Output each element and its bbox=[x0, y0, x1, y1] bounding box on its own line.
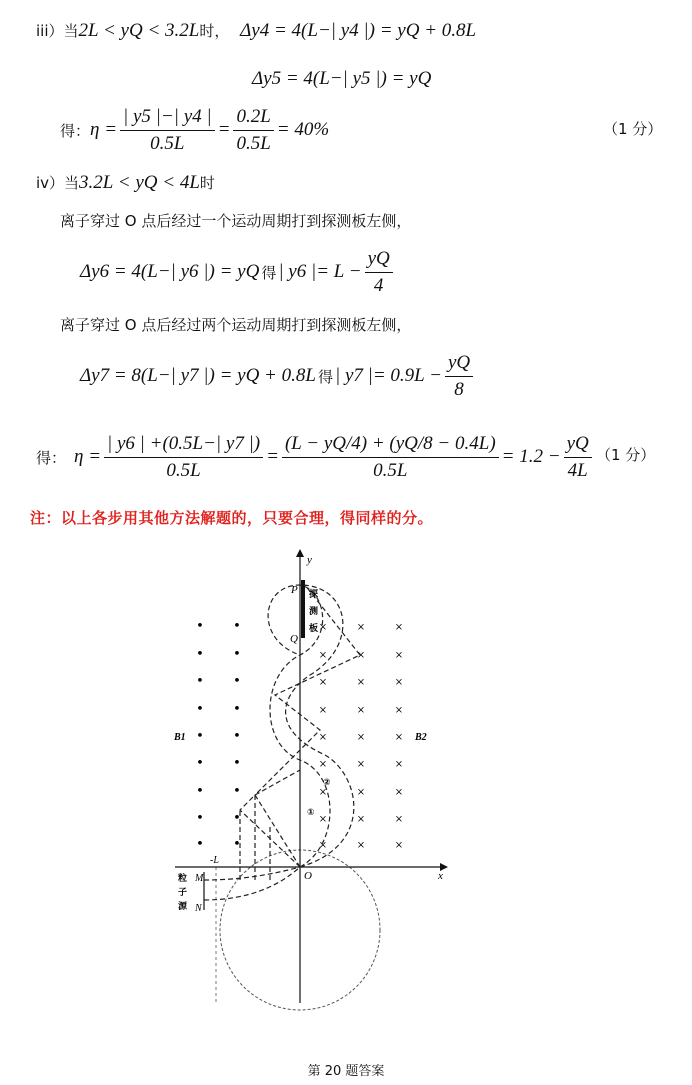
case3-frac1: $\frac{| y5 |-| y4 |}{0.5L}$ bbox=[120, 106, 215, 155]
field-B2-crosses bbox=[319, 622, 403, 851]
case3-eq2: Δy5 = 4(L−| y5 |) = yQ bbox=[252, 68, 432, 89]
field-dot: • bbox=[196, 674, 204, 689]
eta-symbol: η = bbox=[90, 119, 118, 140]
field-dot: • bbox=[196, 811, 204, 826]
point-Q-label: Q bbox=[290, 633, 298, 645]
field-cross: × bbox=[394, 677, 404, 688]
field-dot: • bbox=[196, 784, 204, 799]
case4-result: 得： η = $\frac{| y6 | +(0.5L-| y7 |)}{0.5L}$ = $\frac{(L - yQ/4) + (yQ/8 - 0.4L)}{0.5L}$ = 1.2 − $\frac{yQ}{4L}$ bbox=[36, 426, 595, 488]
y-axis-label: y bbox=[307, 554, 312, 566]
field-dot: • bbox=[233, 756, 241, 771]
field-B1-dots bbox=[196, 619, 241, 852]
case3-result: 得： η = $\frac{| y5 |-| y4 |}{0.5L}$ = $\frac{0.2L}{0.5L}$ = 40% bbox=[60, 105, 330, 154]
case4-score: （1 分） bbox=[596, 446, 656, 464]
field-cross: × bbox=[356, 759, 366, 770]
case3-frac2: $\frac{0.2L}{0.5L}$ bbox=[233, 106, 273, 155]
case3-result-prefix: 得： bbox=[60, 121, 91, 140]
case4-eq2-frac: $\frac{yQ}{8}$ bbox=[445, 352, 473, 401]
field-cross: × bbox=[394, 840, 404, 851]
field-cross: × bbox=[318, 759, 328, 770]
field-cross: × bbox=[318, 622, 328, 633]
field-cross: × bbox=[318, 814, 328, 825]
field-dot: • bbox=[233, 837, 241, 852]
case4-frac3: $\frac{yQ}{4L}$ bbox=[564, 433, 592, 482]
detector-board bbox=[301, 580, 305, 638]
figure-caption: 第 20 题答案 bbox=[307, 1064, 385, 1079]
field-cross: × bbox=[356, 787, 366, 798]
field-dot: • bbox=[233, 702, 241, 717]
field-cross: × bbox=[394, 759, 404, 770]
field-cross: × bbox=[394, 814, 404, 825]
minus-L-label: -L bbox=[210, 855, 219, 866]
field-cross: × bbox=[318, 677, 328, 688]
source-rays bbox=[204, 795, 300, 900]
field-cross: × bbox=[356, 732, 366, 743]
field-dot: • bbox=[196, 837, 204, 852]
field-dot: • bbox=[196, 647, 204, 662]
field-dot: • bbox=[233, 811, 241, 826]
x-axis-label: x bbox=[438, 870, 443, 882]
case3-eq1: Δy4 = 4(L−| y4 |) = yQ + 0.8L bbox=[240, 20, 477, 41]
case4-text2: 离子穿过 O 点后经过两个运动周期打到探测板左侧， bbox=[60, 316, 412, 334]
field-dot: • bbox=[196, 729, 204, 744]
field-dot: • bbox=[233, 729, 241, 744]
field-dot: • bbox=[233, 674, 241, 689]
case4-eq1-frac: $\frac{yQ}{4}$ bbox=[365, 248, 393, 297]
field-B1-label: B1 bbox=[174, 732, 186, 743]
field-cross: × bbox=[356, 705, 366, 716]
board-label-char: 测 bbox=[309, 607, 319, 617]
point-M-label: M bbox=[195, 873, 204, 884]
field-cross: × bbox=[394, 650, 404, 661]
field-cross: × bbox=[356, 814, 366, 825]
y-arrow bbox=[296, 549, 304, 557]
path-2-label: ② bbox=[323, 778, 331, 788]
field-B2-label: B2 bbox=[415, 732, 427, 743]
field-dot: • bbox=[233, 619, 241, 634]
particle-source-label bbox=[177, 872, 188, 912]
detector-board-label bbox=[309, 588, 318, 634]
field-cross: × bbox=[318, 650, 328, 661]
case4-text1: 离子穿过 O 点后经过一个运动周期打到探测板左侧， bbox=[60, 212, 412, 230]
case4-condition: 3.2L < yQ < 4L bbox=[79, 172, 200, 193]
source-label-char: 粒 bbox=[178, 874, 188, 884]
field-cross: × bbox=[356, 677, 366, 688]
field-cross: × bbox=[318, 732, 328, 743]
field-dot: • bbox=[233, 647, 241, 662]
field-dot: • bbox=[196, 619, 204, 634]
point-N-label: N bbox=[195, 903, 202, 914]
grading-note: 注：以上各步用其他方法解题的，只要合理，得同样的分。 bbox=[30, 509, 434, 527]
board-label-char: 板 bbox=[309, 624, 319, 634]
field-dot: • bbox=[233, 784, 241, 799]
origin-label: O bbox=[304, 870, 312, 882]
field-dot: • bbox=[196, 756, 204, 771]
field-cross: × bbox=[356, 650, 366, 661]
source-label-char: 源 bbox=[178, 902, 188, 912]
case4-label: iv）当3.2L < yQ < 4L时 bbox=[36, 172, 215, 193]
field-cross: × bbox=[394, 705, 404, 716]
path-1-label: ① bbox=[307, 808, 315, 818]
board-label-char: 探 bbox=[309, 590, 319, 600]
field-cross: × bbox=[394, 732, 404, 743]
case3-score: （1 分） bbox=[603, 120, 663, 138]
field-cross: × bbox=[318, 787, 328, 798]
case4-eq2: Δy7 = 8(L−| y7 |) = yQ + 0.8L 得 | y7 |= 0.9L − $\frac{yQ}{8}$ bbox=[80, 350, 476, 402]
source-label-char: 子 bbox=[178, 888, 188, 898]
field-dot: • bbox=[196, 702, 204, 717]
case3-eta-value: = 40% bbox=[276, 119, 330, 140]
case3-condition: 2L < yQ < 3.2L bbox=[78, 20, 200, 41]
field-cross: × bbox=[356, 622, 366, 633]
case4-frac2: $\frac{(L - yQ/4) + (yQ/8 - 0.4L)}{0.5L}$ bbox=[282, 433, 499, 482]
field-cross: × bbox=[394, 622, 404, 633]
field-cross: × bbox=[318, 705, 328, 716]
point-P-label: P bbox=[291, 584, 298, 596]
case3-label: iii）当2L < yQ < 3.2L时， Δy4 = 4(L−| y4 |) = yQ + 0.8L bbox=[36, 20, 477, 41]
case4-frac1: $\frac{| y6 | +(0.5L-| y7 |)}{0.5L}$ bbox=[104, 433, 263, 482]
trajectories bbox=[204, 585, 360, 900]
path-zigzag bbox=[255, 585, 360, 867]
field-cross: × bbox=[318, 840, 328, 851]
case4-eq1: Δy6 = 4(L−| y6 |) = yQ 得 | y6 |= L − $\frac{yQ}{4}$ bbox=[80, 246, 396, 298]
field-cross: × bbox=[356, 840, 366, 851]
field-cross: × bbox=[394, 787, 404, 798]
trajectory-diagram bbox=[160, 545, 460, 1055]
